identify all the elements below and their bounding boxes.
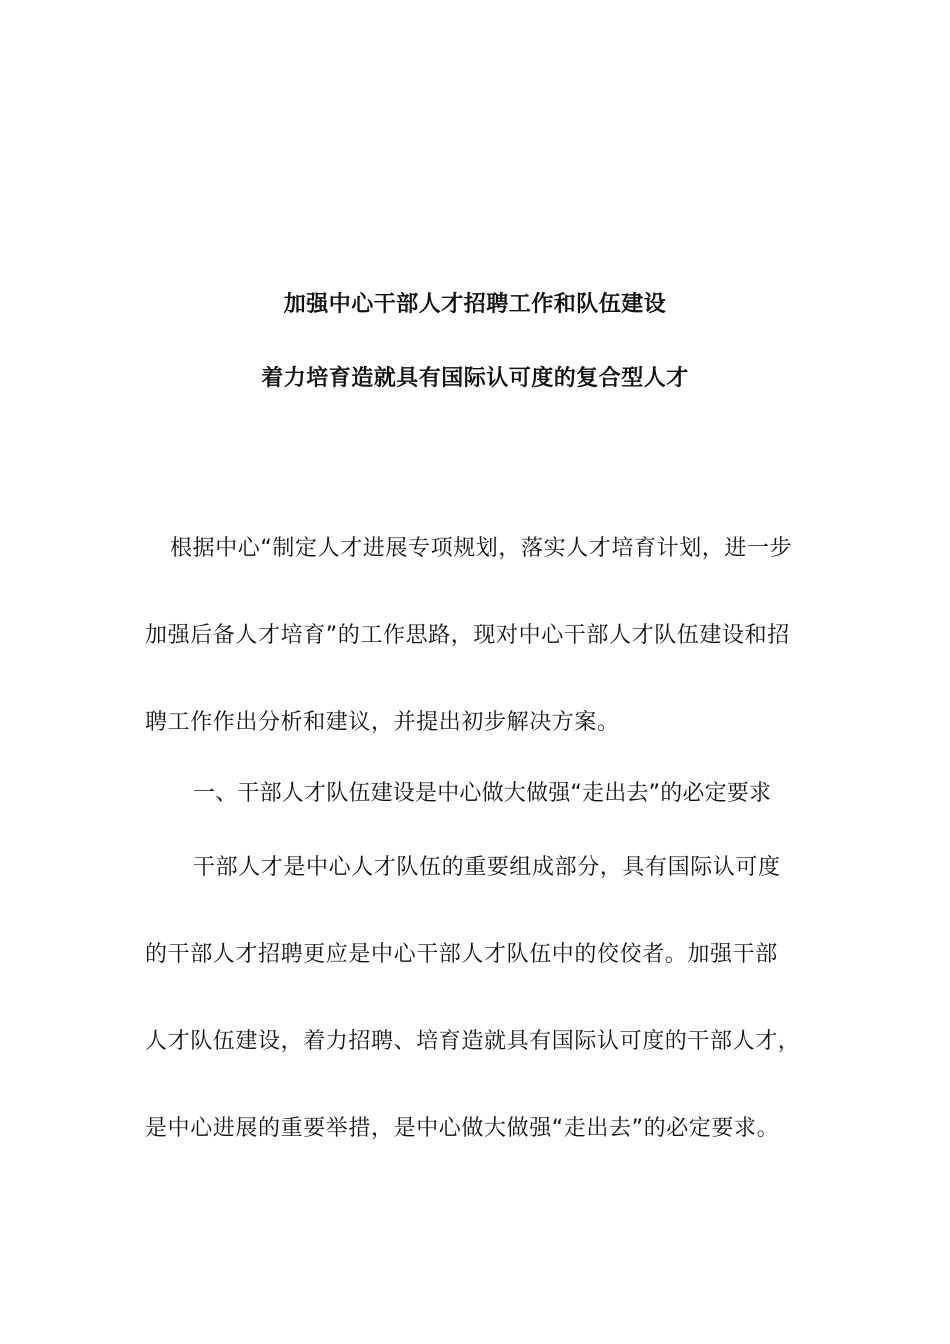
paragraph-2-line-1: 干部人才是中心人才队伍的重要组成部分，具有国际认可度: [193, 855, 781, 880]
section-1-heading: 一、干部人才队伍建设是中心做大做强“走出去”的必定要求: [193, 781, 772, 806]
paragraph-2-line-2: 的干部人才招聘更应是中心干部人才队伍中的佼佼者。加强干部: [145, 942, 778, 967]
paragraph-1-line-1: 根据中心“制定人才进展专项规划，落实人才培育计划，进一步: [170, 536, 793, 561]
paragraph-1-line-3: 聘工作作出分析和建议，并提出初步解决方案。: [145, 710, 620, 735]
paragraph-2-line-4: 是中心进展的重要举措，是中心做大做强“走出去”的必定要求。: [145, 1116, 780, 1141]
paragraph-1-line-2: 加强后备人才培育”的工作思路，现对中心干部人才队伍建设和招: [145, 623, 790, 648]
document-title-line-2: 着力培育造就具有国际认可度的复合型人才: [261, 366, 689, 391]
paragraph-2-line-3: 人才队伍建设，着力招聘、培育造就具有国际认可度的干部人才，: [145, 1029, 801, 1054]
document-title-line-1: 加强中心干部人才招聘工作和队伍建设: [283, 292, 667, 317]
